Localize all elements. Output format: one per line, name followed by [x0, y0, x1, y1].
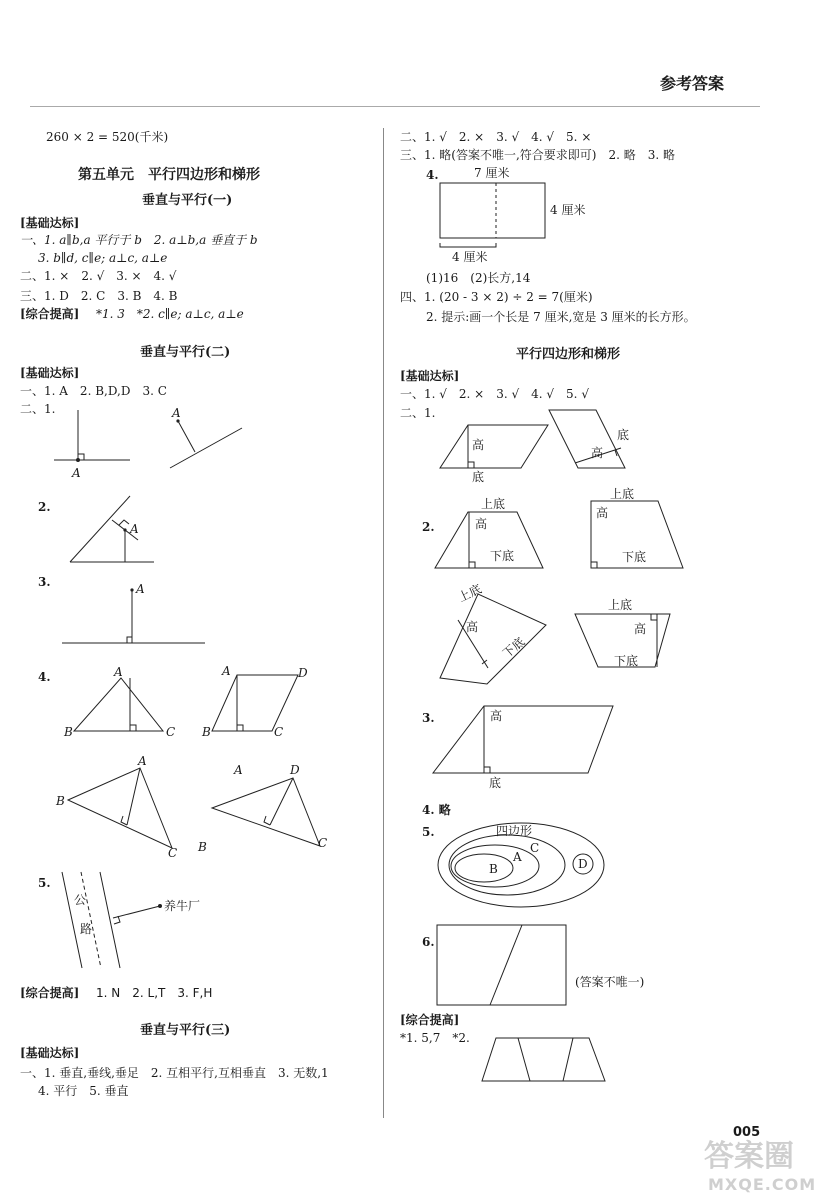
r-line-1: 二、1. √ 2. × 3. √ 4. √ 5. ×: [400, 130, 592, 144]
watermark-site: MXQE.COM: [708, 1175, 817, 1194]
r2c-shangdi: 上底: [456, 581, 484, 605]
road-label-2: 路: [80, 922, 93, 936]
r2b-xiadi: 下底: [622, 550, 647, 564]
fig4c-label-b: B: [56, 794, 65, 808]
s2-num-4: 4.: [38, 670, 51, 684]
adv-tag-2: [综合提高]: [20, 986, 80, 1000]
s4-num-5: 5.: [422, 825, 435, 839]
fig4d-label-a: A: [234, 763, 243, 777]
fig2-label-a: A: [130, 522, 139, 536]
r3-di: 底: [489, 776, 502, 790]
s4-num-6: 6.: [422, 935, 435, 949]
fig4b-label-d: D: [298, 666, 308, 680]
fig4b-label-c: C: [274, 725, 284, 739]
r2a-gao: 高: [475, 517, 488, 531]
s2-adv: 1. N 2. L,T 3. F,H: [96, 986, 213, 1000]
basic-tag-2: [基础达标]: [20, 366, 80, 380]
s1-line-1: 一、1. a∥b,a 平行于 b 2. a⊥b,a 垂直于 b: [20, 233, 258, 247]
r2c-xiadi: 下底: [500, 634, 528, 661]
s4-num-3: 3.: [422, 711, 435, 725]
r-line-5: 四、1. (20 - 3 × 2) ÷ 2 = 7(厘米): [400, 290, 593, 304]
fig4a-label-a: A: [114, 665, 123, 679]
r2d-gao: 高: [634, 622, 647, 636]
r5-sibianxing: 四边形: [496, 824, 533, 838]
basic-tag-1: [基础达标]: [20, 216, 80, 230]
r5-label-d: D: [578, 857, 588, 871]
s4-line-2: 二、1.: [400, 406, 436, 420]
s1-adv: *1. 3 *2. c∥e; a⊥c, a⊥e: [96, 307, 244, 321]
r5-label-a: A: [513, 850, 522, 864]
adv-tag-4: [综合提高]: [400, 1013, 460, 1027]
fig4d-label-b: B: [198, 840, 207, 854]
fig4c-label-c: C: [168, 846, 178, 860]
s2-line-2: 二、1.: [20, 402, 56, 416]
r-line-6: 2. 提示:画一个长是 7 厘米,宽是 3 厘米的长方形。: [426, 310, 696, 324]
fig4a-label-b: B: [64, 725, 73, 739]
r2a-shangdi: 上底: [481, 497, 506, 511]
s4-adv: *1. 5,7 *2.: [400, 1031, 470, 1045]
r5-label-b: B: [489, 862, 498, 876]
section-title-1: 垂直与平行(一): [142, 193, 233, 208]
s2-num-3: 3.: [38, 575, 51, 589]
r5-label-c: C: [530, 841, 540, 855]
r-line-4: (1)16 (2)长方,14: [426, 271, 531, 285]
s4-num-2: 2.: [422, 520, 435, 534]
page-number: 005: [733, 1125, 761, 1140]
top-calc: 260 × 2 = 520(千米): [46, 130, 169, 144]
fig4b-label-b: B: [202, 725, 211, 739]
adv-tag-1: [综合提高]: [20, 307, 80, 321]
r6-note: (答案不唯一): [575, 975, 645, 989]
farm-label: 养牛厂: [164, 899, 201, 913]
s2-num-2: 2.: [38, 500, 51, 514]
fig4d-label-c: C: [318, 836, 328, 850]
s4-num-4: 4. 略: [422, 803, 451, 817]
rect-right-label: 4 厘米: [550, 203, 586, 217]
r-num-4: 4.: [426, 168, 439, 182]
watermark-logo: 答案圈: [704, 1139, 794, 1174]
r2a-xiadi: 下底: [490, 549, 515, 563]
section-title-2: 垂直与平行(二): [140, 345, 231, 360]
fig1a-label-a: A: [72, 466, 81, 480]
r2d-xiadi: 下底: [614, 654, 639, 668]
r1a-di: 底: [472, 470, 485, 484]
s1-line-3: 二、1. × 2. √ 3. × 4. √: [20, 269, 177, 283]
r1a-gao: 高: [472, 438, 485, 452]
unit-title: 第五单元 平行四边形和梯形: [78, 167, 260, 183]
fig3-label-a: A: [136, 582, 145, 596]
r3-gao: 高: [490, 709, 503, 723]
s2-num-5: 5.: [38, 876, 51, 890]
r2c-gao: 高: [466, 620, 479, 634]
r1b-gao: 高: [591, 446, 604, 460]
r-line-2: 三、1. 略(答案不唯一,符合要求即可) 2. 略 3. 略: [400, 148, 675, 162]
fig4b-label-a: A: [222, 664, 231, 678]
r2b-gao: 高: [596, 506, 609, 520]
s1-line-2: 3. b∥d, c∥e; a⊥c, a⊥e: [38, 251, 168, 265]
fig4a-label-c: C: [166, 725, 176, 739]
r2b-shangdi: 上底: [610, 487, 635, 501]
fig1b-label-a: A: [172, 406, 181, 420]
r1b-di: 底: [617, 428, 630, 442]
fig4c-label-a: A: [138, 754, 147, 768]
section-title-4: 平行四边形和梯形: [516, 347, 621, 362]
s2-line-1: 一、1. A 2. B,D,D 3. C: [20, 384, 167, 398]
s4-line-1: 一、1. √ 2. × 3. √ 4. √ 5. √: [400, 387, 589, 401]
section-title-3: 垂直与平行(三): [140, 1023, 231, 1038]
basic-tag-4: [基础达标]: [400, 369, 460, 383]
road-label-1: 公: [74, 893, 87, 907]
r2d-shangdi: 上底: [608, 598, 633, 612]
basic-tag-3: [基础达标]: [20, 1046, 80, 1060]
rect-top-label: 7 厘米: [474, 166, 510, 180]
s3-line-2: 4. 平行 5. 垂直: [38, 1084, 129, 1098]
s3-line-1: 一、1. 垂直,垂线,垂足 2. 互相平行,互相垂直 3. 无数,1: [20, 1066, 329, 1080]
rect-bottom-label: 4 厘米: [452, 250, 488, 264]
fig4d-label-d: D: [290, 763, 300, 777]
s1-line-4: 三、1. D 2. C 3. B 4. B: [20, 289, 178, 303]
header-title: 参考答案: [660, 74, 725, 93]
